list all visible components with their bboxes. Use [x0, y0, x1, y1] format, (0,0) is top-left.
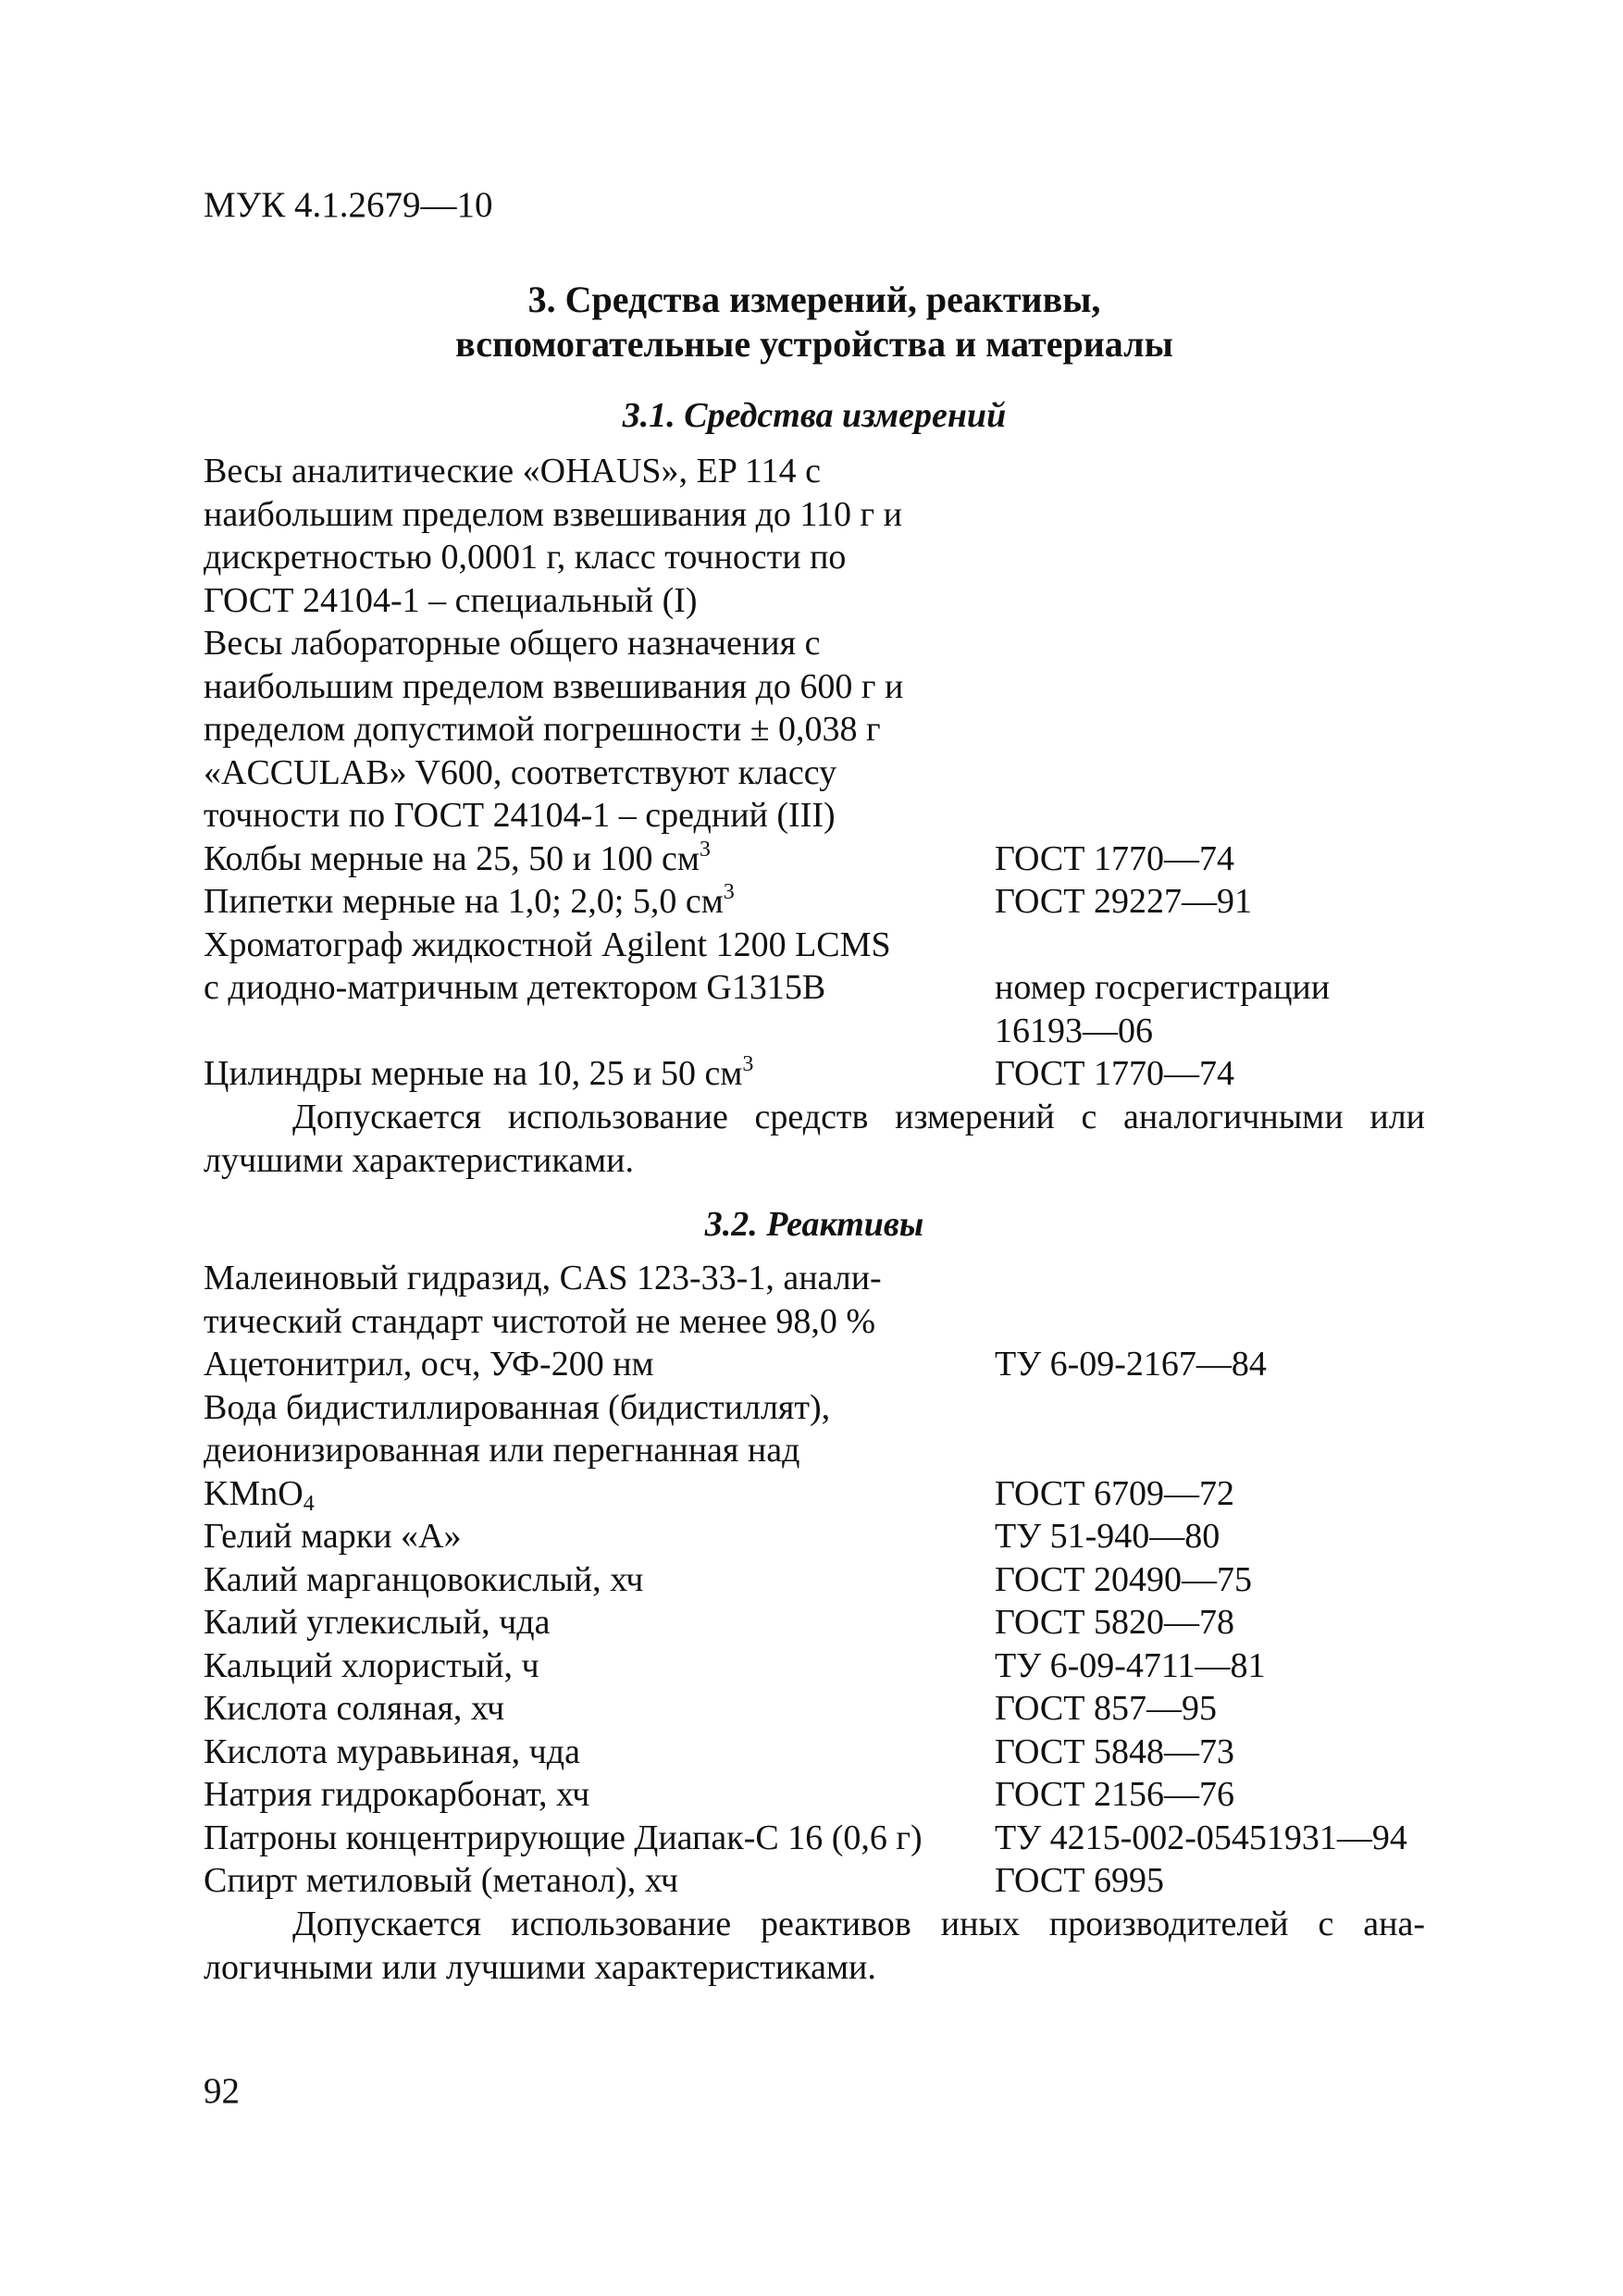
running-title: МУК 4.1.2679—10	[204, 185, 493, 225]
item-name	[204, 450, 995, 622]
section-title	[204, 278, 1425, 366]
item-name: Гелий марки «А»	[204, 1517, 462, 1556]
list-item	[204, 622, 1434, 838]
item-standard: ГОСТ 857—95	[995, 1689, 1217, 1728]
item-line: Вода бидистиллированная (бидистиллят),	[204, 1387, 831, 1427]
note-line: лучшими характеристиками.	[204, 1140, 634, 1180]
item-line: Весы аналитические «OHAUS», EP 114 с	[204, 452, 821, 490]
list-item	[204, 1731, 1434, 1774]
item-line: пределом допустимой погрешности ± 0,038 г	[204, 710, 881, 749]
item-standard	[995, 924, 1434, 1053]
item-line: Хроматограф жидкостной Agilent 1200 LCMS	[204, 925, 891, 964]
item-text: Пипетки мерные на 1,0; 2,0; 5,0 см	[204, 882, 724, 921]
list-item	[204, 924, 1434, 1053]
section-title-line: вспомогательные устройства и материалы	[455, 323, 1173, 365]
item-name: Кислота соляная, хч	[204, 1689, 505, 1728]
item-standard: ГОСТ 20490—75	[995, 1559, 1252, 1599]
list-item	[204, 1515, 1434, 1558]
list-item	[204, 1386, 1434, 1472]
page-number: 92	[204, 2071, 240, 2111]
list-item	[204, 1859, 1434, 1903]
item-name	[204, 1386, 995, 1472]
item-standard: ТУ 4215-002-05451931—94	[995, 1818, 1407, 1857]
item-name	[204, 880, 995, 924]
item-standard-line: 16193—06	[995, 1011, 1153, 1050]
item-line: деионизированная или перегнанная над	[204, 1431, 800, 1470]
item-line: наибольшим пределом взвешивания до 600 г и	[204, 666, 904, 706]
item-standard: ТУ 51-940—80	[995, 1517, 1220, 1556]
item-name: Спирт метиловый (метанол), хч	[204, 1861, 678, 1900]
list-item	[204, 1644, 1434, 1688]
list-item	[204, 1257, 1434, 1343]
note-line: логичными или лучшими характеристиками.	[204, 1947, 876, 1987]
item-standard: ГОСТ 1770—74	[995, 838, 1234, 878]
instruments-note	[204, 1096, 1425, 1182]
item-standard: ТУ 6-09-4711—81	[995, 1645, 1266, 1685]
item-line: точности по ГОСТ 24104-1 – средний (III)	[204, 796, 836, 835]
item-text: Колбы мерные на 25, 50 и 100 см	[204, 838, 700, 878]
item-standard: ТУ 6-09-2167—84	[995, 1345, 1267, 1384]
list-item	[204, 1558, 1434, 1602]
note-line: Допускается использование средств измерений с аналогичными или	[292, 1098, 1425, 1136]
item-name	[204, 622, 995, 838]
item-standard: ГОСТ 5820—78	[995, 1603, 1234, 1642]
note-line: Допускается использование реактивов иных производителей с ана-	[292, 1905, 1425, 1943]
superscript: 3	[723, 880, 735, 904]
instruments-heading: 3.1. Средства измерений	[622, 396, 1007, 435]
item-standard: ГОСТ 29227—91	[995, 882, 1252, 921]
item-line: «ACCULAB» V600, соответствуют классу	[204, 752, 837, 792]
list-item	[204, 880, 1434, 924]
reagents-list	[204, 1257, 1434, 1903]
list-item	[204, 1817, 1434, 1860]
list-item	[204, 1601, 1434, 1644]
item-standard: ГОСТ 6709—72	[995, 1473, 1234, 1513]
item-name	[204, 924, 995, 1010]
subscript: 4	[303, 1491, 315, 1516]
list-item	[204, 1052, 1434, 1096]
list-item	[204, 1687, 1434, 1731]
item-standard: ГОСТ 2156—76	[995, 1775, 1234, 1814]
list-item	[204, 1472, 1434, 1516]
item-line: с диодно-матричным детектором G1315B	[204, 968, 826, 1007]
item-line: тический стандарт чистотой не менее 98,0 %	[204, 1301, 876, 1341]
item-line: Весы лабораторные общего назначения с	[204, 624, 821, 663]
item-name: Калий марганцовокислый, хч	[204, 1559, 644, 1599]
list-item	[204, 1773, 1434, 1817]
item-name	[204, 1052, 995, 1096]
superscript: 3	[699, 837, 711, 862]
item-name	[204, 1472, 995, 1516]
item-name: Калий углекислый, чда	[204, 1603, 551, 1642]
item-standard: ГОСТ 1770—74	[995, 1054, 1234, 1093]
section-title-line: 3. Средства измерений, реактивы,	[527, 279, 1101, 320]
item-line: дискретностью 0,0001 г, класс точности по	[204, 538, 847, 577]
item-name: Ацетонитрил, осч, УФ-200 нм	[204, 1345, 654, 1384]
item-text: KMnO	[204, 1473, 304, 1513]
list-item	[204, 1343, 1434, 1386]
item-text: Цилиндры мерные на 10, 25 и 50 см	[204, 1054, 743, 1093]
item-line: ГОСТ 24104-1 – специальный (I)	[204, 580, 698, 620]
list-item	[204, 450, 1434, 622]
item-standard-line: номер госрегистрации	[995, 968, 1331, 1007]
list-item	[204, 838, 1434, 881]
item-name: Патроны концентрирующие Диапак-С 16 (0,6 г)	[204, 1818, 923, 1857]
item-line: наибольшим пределом взвешивания до 110 г и	[204, 494, 902, 534]
instruments-list	[204, 450, 1434, 1096]
reagents-heading: 3.2. Реактивы	[704, 1205, 924, 1244]
item-line: Малеиновый гидразид, CAS 123-33-1, анали-	[204, 1259, 882, 1297]
reagents-note	[204, 1903, 1425, 1989]
superscript: 3	[742, 1052, 754, 1076]
item-name: Натрия гидрокарбонат, хч	[204, 1775, 590, 1814]
item-name: Кислота муравьиная, чда	[204, 1731, 580, 1771]
item-name: Кальций хлористый, ч	[204, 1645, 539, 1685]
item-name	[204, 1257, 995, 1343]
item-standard: ГОСТ 6995	[995, 1861, 1164, 1900]
item-name	[204, 838, 995, 881]
item-standard: ГОСТ 5848—73	[995, 1731, 1234, 1771]
